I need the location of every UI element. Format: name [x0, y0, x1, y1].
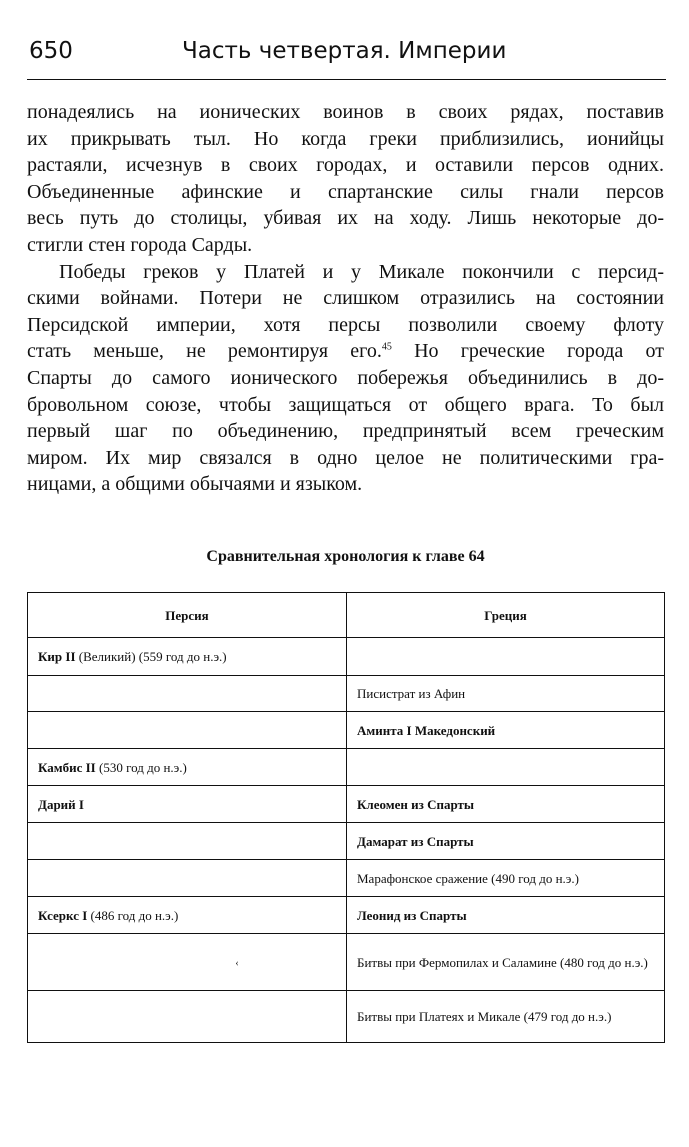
- table-header-row: [28, 593, 665, 638]
- page-header: [27, 38, 668, 80]
- text-line: скими войнами. Потери не слишком отразились на состоянии: [27, 287, 664, 310]
- cell-greece: [347, 934, 665, 991]
- cell-persia: [28, 712, 347, 749]
- cell-text: Битвы при Платеях и Микале (479 год до н.э.): [357, 1009, 612, 1024]
- stray-mark: ‹: [235, 957, 239, 969]
- text-line: весь путь до столицы, убивая их на ходу. Лишь некоторые до-: [27, 207, 664, 230]
- cell-greece: [347, 823, 665, 860]
- table-row: [28, 676, 665, 712]
- cell-greece: [347, 712, 665, 749]
- table-row: [28, 712, 665, 749]
- cell-persia: [28, 638, 347, 676]
- table-row: [28, 823, 665, 860]
- cell-text: Марафонское сражение (490 год до н.э.): [357, 870, 579, 886]
- cell-date: (486 год до н.э.): [87, 907, 179, 923]
- cell-greece: [347, 749, 665, 786]
- cell-text: Леонид из Спарты: [357, 907, 467, 923]
- cell-text: Кир II: [38, 649, 76, 664]
- table-row: [28, 860, 665, 897]
- cell-greece: [347, 786, 665, 823]
- paragraph-1: [27, 99, 664, 259]
- cell-text: Битвы при Фермопилах и Саламине (480 год до н.э.): [357, 954, 648, 970]
- cell-date: (530 год до н.э.): [95, 759, 187, 775]
- cell-date: (Великий) (559 год до н.э.): [75, 649, 227, 664]
- cell-persia: [28, 991, 347, 1043]
- cell-greece: [347, 860, 665, 897]
- cell-persia: [28, 823, 347, 860]
- cell-persia: [28, 897, 347, 934]
- cell-text: Камбис II: [38, 759, 96, 775]
- cell-text: Дамарат из Спарты: [357, 833, 474, 849]
- text-line: ницами, а общими обычаями и языком.: [27, 473, 363, 496]
- page-number: 650: [29, 38, 73, 64]
- text-line: Победы греков у Платей и у Микале покончили с персид-: [59, 260, 664, 283]
- cell-persia: [28, 934, 347, 991]
- table-row: [28, 638, 665, 676]
- cell-text: Ксеркс I: [38, 907, 88, 923]
- text-line: Объединенные афинские и спартанские силы гнали персов: [27, 180, 664, 203]
- cell-greece: [347, 991, 665, 1043]
- table-row: [28, 934, 665, 991]
- cell-persia: [28, 786, 347, 823]
- paragraph-2: [27, 259, 664, 498]
- body-text: [27, 99, 664, 498]
- text-line: Спарты до самого ионического побережья объединились в до-: [27, 366, 664, 389]
- text-line: [27, 338, 664, 365]
- text-line: Персидской империи, хотя персы позволили своему флоту: [27, 313, 664, 336]
- table-row: [28, 749, 665, 786]
- text-line: стигли стен города Сарды.: [27, 233, 253, 256]
- column-header-persia: Персия: [28, 593, 347, 638]
- table-row: [28, 786, 665, 823]
- cell-persia: [28, 749, 347, 786]
- table-caption: Сравнительная хронология к главе 64: [206, 548, 485, 565]
- cell-text: Дарий I: [38, 796, 84, 812]
- running-title: Часть четвертая. Империи: [182, 38, 507, 64]
- cell-text: Клеомен из Спарты: [357, 796, 475, 812]
- footnote-marker[interactable]: 45: [381, 341, 392, 353]
- cell-greece: [347, 897, 665, 934]
- text-line: миром. Их мир связался в одно целое не политическими гра-: [27, 446, 664, 469]
- cell-persia: [28, 676, 347, 712]
- column-header-greece: Греция: [347, 593, 665, 638]
- text-line: первый шаг по объединению, предпринятый всем греческим: [27, 420, 664, 443]
- cell-persia: [28, 860, 347, 897]
- text-line: их прикрывать тыл. Но когда греки приблизились, ионийцы: [27, 127, 664, 150]
- text-segment: стать меньше, не ремонтируя его.: [27, 340, 382, 363]
- cell-greece: [347, 638, 665, 676]
- text-line: растаяли, исчезнув в своих городах, и оставили персов одних.: [27, 154, 664, 177]
- header-rule: [27, 79, 666, 80]
- table-body: [28, 638, 665, 1043]
- text-line: понадеялись на ионических воинов в своих рядах, поставив: [27, 101, 664, 123]
- text-line: бровольном союзе, чтобы защищаться от общего врага. То был: [27, 393, 664, 416]
- chronology-table: [27, 592, 665, 1043]
- cell-greece: [347, 676, 665, 712]
- cell-text: Аминта I Македонский: [357, 722, 496, 738]
- text-segment: Но греческие города от: [391, 340, 665, 363]
- table-row: [28, 991, 665, 1043]
- cell-text: Писистрат из Афин: [357, 686, 466, 701]
- table-row: [28, 897, 665, 934]
